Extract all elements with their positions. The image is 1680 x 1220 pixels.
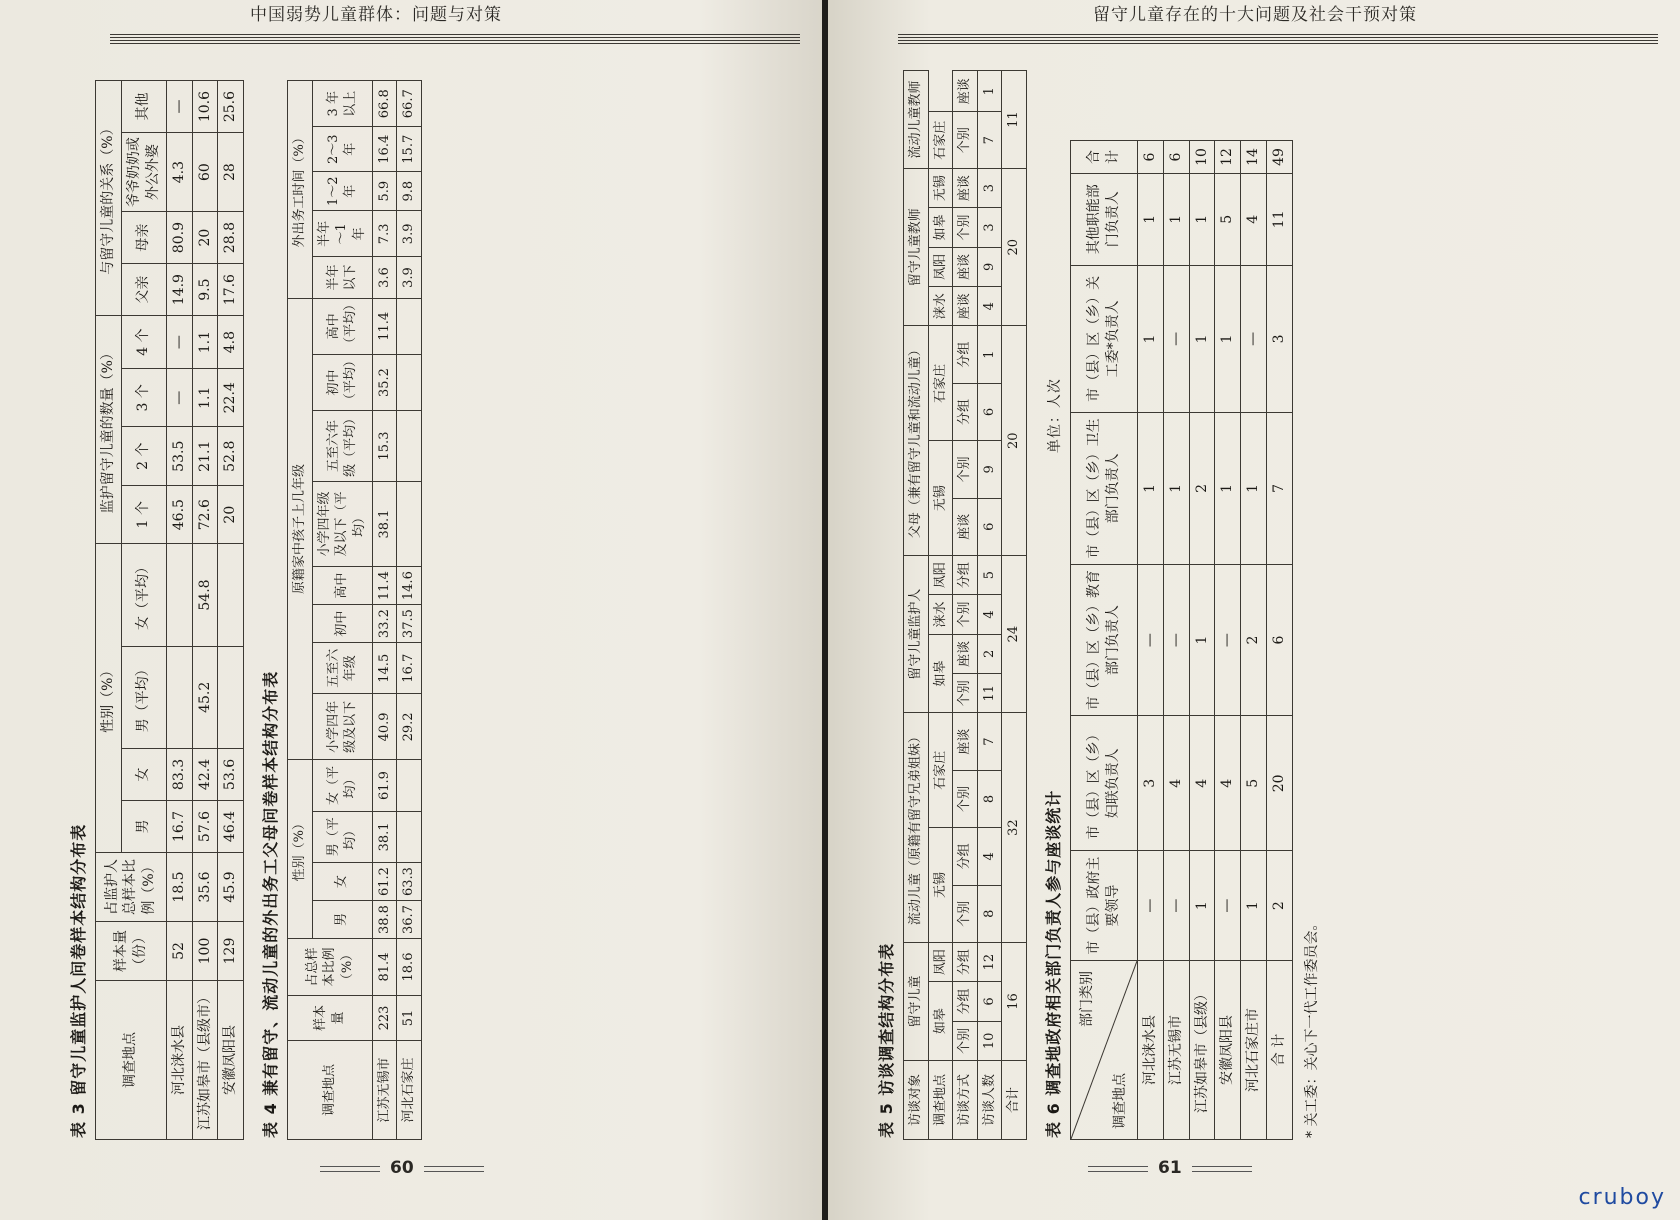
- table6-cell: 49: [1267, 141, 1293, 174]
- table6-cell: 4: [1241, 173, 1267, 265]
- table3-cell: 1.1: [192, 369, 218, 427]
- table3-cell: 53.6: [218, 748, 244, 800]
- table4-cell: 33.2: [372, 605, 397, 643]
- table4-sub: 半年以下: [312, 257, 372, 298]
- table5-mode: 个别: [953, 674, 978, 713]
- table3-cell: 83.3: [166, 748, 192, 800]
- table-row: [1163, 141, 1189, 1140]
- table4-cell: 9.8: [397, 172, 422, 211]
- table3-cell: 46.5: [166, 485, 192, 543]
- table4-sub: 男（平均）: [312, 811, 372, 862]
- table4-sub: 1～2 年: [312, 172, 372, 211]
- table5-num: 10: [977, 1021, 1002, 1060]
- table-row: [1189, 141, 1215, 1140]
- table-row: [1241, 141, 1267, 1140]
- table6-cell: 1: [1215, 413, 1241, 565]
- table3-sub: 女: [121, 748, 166, 800]
- table-row: [977, 71, 1002, 1140]
- table5-num: 3: [977, 208, 1002, 247]
- table5-mode: 个别: [953, 595, 978, 634]
- table3-cell: 14.9: [166, 264, 192, 316]
- table6-cell: 3: [1267, 265, 1293, 412]
- table3-header-ratio: 占监护人总样本比例（%）: [96, 853, 167, 922]
- table3-cell: 57.6: [192, 800, 218, 852]
- table6-col: 市（县）区（乡）卫生部门负责人: [1070, 413, 1137, 565]
- table3-header-relation: 与留守儿童的关系（%）: [96, 81, 122, 316]
- table5: [903, 70, 1027, 1140]
- table5-group: 留守儿童: [904, 942, 929, 1060]
- table4-title: 表 4 兼有留守、流动儿童的外出务工父母问卷样本结构分布表: [261, 670, 281, 1138]
- table4-sub: 男: [312, 901, 372, 939]
- table6-title: 表 6 调查地政府相关部门负责人参与座谈统计: [1043, 789, 1063, 1138]
- table6-cell: —: [1215, 564, 1241, 716]
- right-page: [828, 0, 1680, 1220]
- table5-num: 1: [977, 326, 1002, 383]
- table6-corner-diagonal: [1071, 961, 1137, 1139]
- table6-unit: 单位：人次: [1046, 378, 1063, 454]
- table6-cell: 1: [1189, 173, 1215, 265]
- table6-corner-bottom: 调查地点: [1111, 1073, 1128, 1129]
- table4-cell: 35.2: [372, 354, 397, 410]
- table6-cell: 1: [1241, 413, 1267, 565]
- table4-cell: 14.5: [372, 643, 397, 694]
- table5-num: 4: [977, 595, 1002, 634]
- table3-cell: 江苏如皋市（县级市）: [192, 981, 218, 1140]
- table3-cell: 129: [218, 922, 244, 981]
- table6-cell: 1: [1241, 851, 1267, 961]
- table-row: [166, 81, 192, 1140]
- table4-sub: 小学四年级及以下（平均）: [312, 481, 372, 566]
- table4-cell: 18.6: [397, 939, 422, 996]
- table5-num: 12: [977, 942, 1002, 981]
- table4-cell: 14.6: [397, 567, 422, 605]
- table5-mode: 分组: [953, 555, 978, 594]
- table3-cell: 安徽凤阳县: [218, 981, 244, 1140]
- table3-cell: 45.2: [192, 646, 218, 748]
- table6-cell: 6: [1137, 141, 1163, 174]
- table6-cell: 河北涞水县: [1137, 961, 1163, 1140]
- table4-sub: 初中（平均）: [312, 354, 372, 410]
- table6-cell: 2: [1267, 851, 1293, 961]
- table3-cell: 4.3: [166, 133, 192, 212]
- table5-site: 凤阳: [928, 555, 953, 594]
- table5-mode: 座谈: [953, 498, 978, 555]
- table4-cell: 16.7: [397, 643, 422, 694]
- table5-num: 9: [977, 441, 1002, 498]
- table5-group: 留守儿童监护人: [904, 555, 929, 713]
- table3-cell: 10.6: [192, 81, 218, 133]
- header-rule-right: [898, 34, 1658, 44]
- table5-mode: 座谈: [953, 71, 978, 112]
- table4-sub: 女（平均）: [312, 760, 372, 811]
- table6-cell: —: [1163, 265, 1189, 412]
- table4-cell: 66.8: [372, 81, 397, 127]
- table5-num: 7: [977, 112, 1002, 169]
- table6-cell: 4: [1189, 716, 1215, 851]
- table4-cell: 51: [397, 996, 422, 1041]
- table6-corner-top: 部门类别: [1078, 971, 1095, 1027]
- table5-site: 石家庄: [928, 713, 953, 828]
- table6-footnote: * 关工委：关心下一代工作委员会。: [1304, 916, 1321, 1138]
- table4-sub: 2～3 年: [312, 127, 372, 172]
- table5-mode: 座谈: [953, 168, 978, 207]
- table6-cell: 4: [1215, 716, 1241, 851]
- table3-cell: 16.7: [166, 800, 192, 852]
- header-rule-left: [110, 34, 800, 44]
- table5-num: 6: [977, 383, 1002, 440]
- table4-cell: 16.4: [372, 127, 397, 172]
- table6-cell: 1: [1137, 173, 1163, 265]
- table3-cell: 18.5: [166, 853, 192, 922]
- table4-cell: 29.2: [397, 694, 422, 760]
- table4-header-ratio: 占总样本比例（%）: [288, 939, 372, 996]
- table3-cell: —: [166, 81, 192, 133]
- table4-cell: 36.7: [397, 901, 422, 939]
- table4-cell: 63.3: [397, 863, 422, 901]
- table-row: [192, 81, 218, 1140]
- table6-corner: [1070, 961, 1137, 1140]
- table4-cell: 38.8: [372, 901, 397, 939]
- table5-total: 11: [1002, 71, 1027, 169]
- table5-mode: 个别: [953, 441, 978, 498]
- table3-cell: [218, 646, 244, 748]
- table3-cell: 20: [192, 212, 218, 264]
- table4-cell: 3.9: [397, 257, 422, 298]
- table6-cell: 1: [1137, 265, 1163, 412]
- table6-cell: —: [1215, 851, 1241, 961]
- table3-sub: 父亲: [121, 264, 166, 316]
- table5-rowhead-num: 访谈人数: [977, 1061, 1002, 1140]
- table3-header-site: 调查地点: [96, 981, 167, 1140]
- table4-cell: [397, 760, 422, 811]
- table5-group: 流动儿童教师: [904, 71, 929, 169]
- table4-header-site: 调查地点: [288, 1041, 372, 1140]
- table5-mode: 座谈: [953, 634, 978, 673]
- table5-num: 9: [977, 247, 1002, 286]
- table5-site: 石家庄: [928, 112, 953, 169]
- table5-site: 无锡: [928, 441, 953, 556]
- watermark: cruboy: [1578, 1185, 1666, 1210]
- left-page-rotated-content: [60, 50, 820, 1160]
- table6-cell: 7: [1267, 413, 1293, 565]
- table4-header-sample: 样本量: [288, 996, 372, 1041]
- table3-cell: 52.8: [218, 427, 244, 485]
- table6-cell: 6: [1267, 564, 1293, 716]
- table4-cell: 37.5: [397, 605, 422, 643]
- table3-cell: 54.8: [192, 544, 218, 646]
- table3-cell: 22.4: [218, 369, 244, 427]
- table3-cell: 28: [218, 133, 244, 212]
- table5-mode: 分组: [953, 383, 978, 440]
- table6-cell: 5: [1241, 716, 1267, 851]
- table6-cell: 11: [1267, 173, 1293, 265]
- table4-header-sex: 性别（%）: [288, 760, 313, 939]
- table5-site: 涞水: [928, 595, 953, 634]
- table6-cell: 2: [1241, 564, 1267, 716]
- table6-cell: 10: [1189, 141, 1215, 174]
- table4-cell: [397, 811, 422, 862]
- table5-site: 凤阳: [928, 942, 953, 981]
- table-row: [218, 81, 244, 1140]
- table3-cell: [166, 544, 192, 646]
- table3-cell: 28.8: [218, 212, 244, 264]
- table6-cell: —: [1163, 851, 1189, 961]
- table3-cell: 80.9: [166, 212, 192, 264]
- table4-sub: 高中: [312, 567, 372, 605]
- table4-cell: 11.4: [372, 298, 397, 354]
- table4-cell: 40.9: [372, 694, 397, 760]
- table3-sub: 男（平均）: [121, 646, 166, 748]
- running-header-right: 留守儿童存在的十大问题及社会干预对策: [1093, 5, 1417, 25]
- table4-sub: 初中: [312, 605, 372, 643]
- table5-num: 4: [977, 287, 1002, 326]
- table5-site: 如皋: [928, 208, 953, 247]
- table5-total: 20: [1002, 168, 1027, 326]
- table6-cell: —: [1137, 851, 1163, 961]
- table5-mode: 座谈: [953, 247, 978, 286]
- table-row: [1137, 141, 1163, 1140]
- table5-num: 2: [977, 634, 1002, 673]
- table6: [1070, 140, 1293, 1140]
- table6-cell: 合 计: [1267, 961, 1293, 1140]
- right-page-rotated-content: [868, 50, 1648, 1160]
- table5-num: 11: [977, 674, 1002, 713]
- table6-cell: 12: [1215, 141, 1241, 174]
- table6-cell: 20: [1267, 716, 1293, 851]
- table4-cell: 81.4: [372, 939, 397, 996]
- table4-cell: 5.9: [372, 172, 397, 211]
- table6-cell: —: [1241, 265, 1267, 412]
- table4-sub: 3 年以上: [312, 81, 372, 127]
- table4-cell: [397, 298, 422, 354]
- table5-group: 父母（兼有留守儿童和流动儿童）: [904, 326, 929, 555]
- table6-cell: 河北石家庄市: [1241, 961, 1267, 1140]
- table6-cell: 14: [1241, 141, 1267, 174]
- table5-mode: 分组: [953, 982, 978, 1021]
- table5-num: 6: [977, 982, 1002, 1021]
- table3-header-sample: 样本量（份）: [96, 922, 167, 981]
- table3-cell: 河北涞水县: [166, 981, 192, 1140]
- table6-col: 市（县）区（乡）妇联负责人: [1070, 716, 1137, 851]
- table3-title: 表 3 留守儿童监护人问卷样本结构分布表: [69, 823, 88, 1138]
- table6-cell: 1: [1189, 265, 1215, 412]
- table4-cell: 38.1: [372, 811, 397, 862]
- table6-cell: —: [1137, 564, 1163, 716]
- table3-cell: 42.4: [192, 748, 218, 800]
- table4-sub: 小学四年级及以下: [312, 694, 372, 760]
- table3-cell: 46.4: [218, 800, 244, 852]
- table5-site: 无锡: [928, 828, 953, 943]
- table4-sub: 女: [312, 863, 372, 901]
- table6-cell: 4: [1163, 716, 1189, 851]
- table3-cell: 72.6: [192, 485, 218, 543]
- table3-cell: 60: [192, 133, 218, 212]
- table6-cell: 江苏如皋市（县级）: [1189, 961, 1215, 1140]
- table5-mode: 分组: [953, 828, 978, 885]
- table3-cell: 53.5: [166, 427, 192, 485]
- table4-cell: [397, 354, 422, 410]
- table6-cell: 3: [1137, 716, 1163, 851]
- table5-total: 24: [1002, 555, 1027, 713]
- table5-site: 涞水: [928, 287, 953, 326]
- table6-col: 其他职能部门负责人: [1070, 173, 1137, 265]
- table5-num: 7: [977, 713, 1002, 770]
- table4-cell: 江苏无锡市: [372, 1041, 397, 1140]
- table6-cell: 安徽凤阳县: [1215, 961, 1241, 1140]
- table6-cell: 1: [1163, 413, 1189, 565]
- table4-sub: 五至六年级（平均）: [312, 411, 372, 482]
- table5-num: 3: [977, 168, 1002, 207]
- table3-cell: 25.6: [218, 81, 244, 133]
- table5-total: 20: [1002, 326, 1027, 555]
- table3-cell: 45.9: [218, 853, 244, 922]
- table4-sub: 高中（平均）: [312, 298, 372, 354]
- table3-sub: 其他: [121, 81, 166, 133]
- table5-site: 如皋: [928, 982, 953, 1061]
- table5-rowhead-total: 合计: [1002, 1061, 1027, 1140]
- table3-sub: 爷爷奶奶或外公外婆: [121, 133, 166, 212]
- table3-cell: —: [166, 316, 192, 369]
- table6-cell: 5: [1215, 173, 1241, 265]
- table3-sub: 3 个: [121, 369, 166, 427]
- table4-sub: 半年～1 年: [312, 211, 372, 257]
- table3-cell: [166, 646, 192, 748]
- table3-cell: 21.1: [192, 427, 218, 485]
- table6-col: 市（县）区（乡）教育部门负责人: [1070, 564, 1137, 716]
- table4-cell: 15.3: [372, 411, 397, 482]
- table5-rowhead-mode: 访谈方式: [953, 1061, 978, 1140]
- table4-cell: 3.9: [397, 211, 422, 257]
- table3-cell: [218, 544, 244, 646]
- table4-cell: 223: [372, 996, 397, 1041]
- table5-site: 石家庄: [928, 326, 953, 441]
- table-row: [1267, 141, 1293, 1140]
- table5-num: 1: [977, 71, 1002, 112]
- table5-mode: 个别: [953, 770, 978, 827]
- table5-num: 5: [977, 555, 1002, 594]
- table-row: [397, 81, 422, 1140]
- table6-cell: 1: [1163, 173, 1189, 265]
- table5-mode: 座谈: [953, 287, 978, 326]
- table5-mode: 座谈: [953, 713, 978, 770]
- table5-total: 32: [1002, 713, 1027, 942]
- table3-cell: 52: [166, 922, 192, 981]
- table6-cell: —: [1163, 564, 1189, 716]
- table5-mode: 分组: [953, 326, 978, 383]
- table5-title: 表 5 访谈调查结构分布表: [877, 942, 896, 1138]
- table3-sub: 1 个: [121, 485, 166, 543]
- table6-cell: 1: [1137, 413, 1163, 565]
- table5-site: 如皋: [928, 634, 953, 713]
- table6-cell: 1: [1189, 851, 1215, 961]
- table3-cell: 1.1: [192, 316, 218, 369]
- table3-sub: 女（平均）: [121, 544, 166, 646]
- table6-title-line: [1041, 50, 1064, 1138]
- table3-cell: 20: [218, 485, 244, 543]
- table4-cell: 38.1: [372, 481, 397, 566]
- table3-sub: 男: [121, 800, 166, 852]
- table4-header-time: 外出务工时间（%）: [288, 81, 313, 299]
- table3-cell: 35.6: [192, 853, 218, 922]
- table6-col: 合计: [1070, 141, 1137, 174]
- table4-cell: 11.4: [372, 567, 397, 605]
- table-row: [372, 81, 397, 1140]
- table4-cell: 61.9: [372, 760, 397, 811]
- table-row: [1002, 71, 1027, 1140]
- table3-cell: 4.8: [218, 316, 244, 369]
- table3-cell: 17.6: [218, 264, 244, 316]
- table5-num: 8: [977, 770, 1002, 827]
- table5-mode: 个别: [953, 885, 978, 942]
- table-row: [1215, 141, 1241, 1140]
- table5-total: 16: [1002, 942, 1027, 1060]
- table5-num: 6: [977, 498, 1002, 555]
- table3-header-count: 监护留守儿童的数量（%）: [96, 316, 122, 544]
- table4-header-grade: 原籍家中孩子上几年级: [288, 298, 313, 760]
- left-page: [0, 0, 822, 1220]
- table5-group: 留守儿童教师: [904, 168, 929, 326]
- table4-cell: 66.7: [397, 81, 422, 127]
- table6-cell: 1: [1215, 265, 1241, 412]
- table4-cell: [397, 481, 422, 566]
- table4-cell: 61.2: [372, 863, 397, 901]
- table5-num: 8: [977, 885, 1002, 942]
- table6-cell: 1: [1189, 564, 1215, 716]
- table5-rowhead-object: 访谈对象: [904, 1061, 929, 1140]
- table5-group: 流动儿童（原籍有留守兄弟姐妹）: [904, 713, 929, 942]
- table4-cell: 河北石家庄: [397, 1041, 422, 1140]
- table3-sub: 母亲: [121, 212, 166, 264]
- table6-cell: 江苏无锡市: [1163, 961, 1189, 1140]
- table5-mode: 个别: [953, 1021, 978, 1060]
- table4-cell: 7.3: [372, 211, 397, 257]
- table4: [287, 80, 421, 1140]
- running-header-left: 中国弱势儿童群体：问题与对策: [250, 5, 502, 25]
- table4-cell: 3.6: [372, 257, 397, 298]
- table5-mode: 个别: [953, 112, 978, 169]
- table3-cell: 100: [192, 922, 218, 981]
- table4-cell: [397, 411, 422, 482]
- page-number-left: 60: [390, 1158, 414, 1178]
- table3-sub: 2 个: [121, 427, 166, 485]
- table3-cell: 9.5: [192, 264, 218, 316]
- table5-num: 4: [977, 828, 1002, 885]
- table3: [95, 80, 244, 1140]
- table3-header-sex: 性别（%）: [96, 544, 122, 853]
- table4-sub: 五至六年级: [312, 643, 372, 694]
- table5-site: 无锡: [928, 168, 953, 207]
- table6-col: 市（县）区（乡）关工委*负责人: [1070, 265, 1137, 412]
- table4-cell: 15.7: [397, 127, 422, 172]
- table5-rowhead-site: 调查地点: [928, 1061, 953, 1140]
- table6-col: 市（县）政府主要领导: [1070, 851, 1137, 961]
- page-number-right: 61: [1158, 1158, 1182, 1178]
- table5-mode: 个别: [953, 208, 978, 247]
- table6-cell: 6: [1163, 141, 1189, 174]
- table3-cell: —: [166, 369, 192, 427]
- table6-cell: 2: [1189, 413, 1215, 565]
- table5-mode: 分组: [953, 942, 978, 981]
- table3-sub: 4 个: [121, 316, 166, 369]
- table5-site: 凤阳: [928, 247, 953, 286]
